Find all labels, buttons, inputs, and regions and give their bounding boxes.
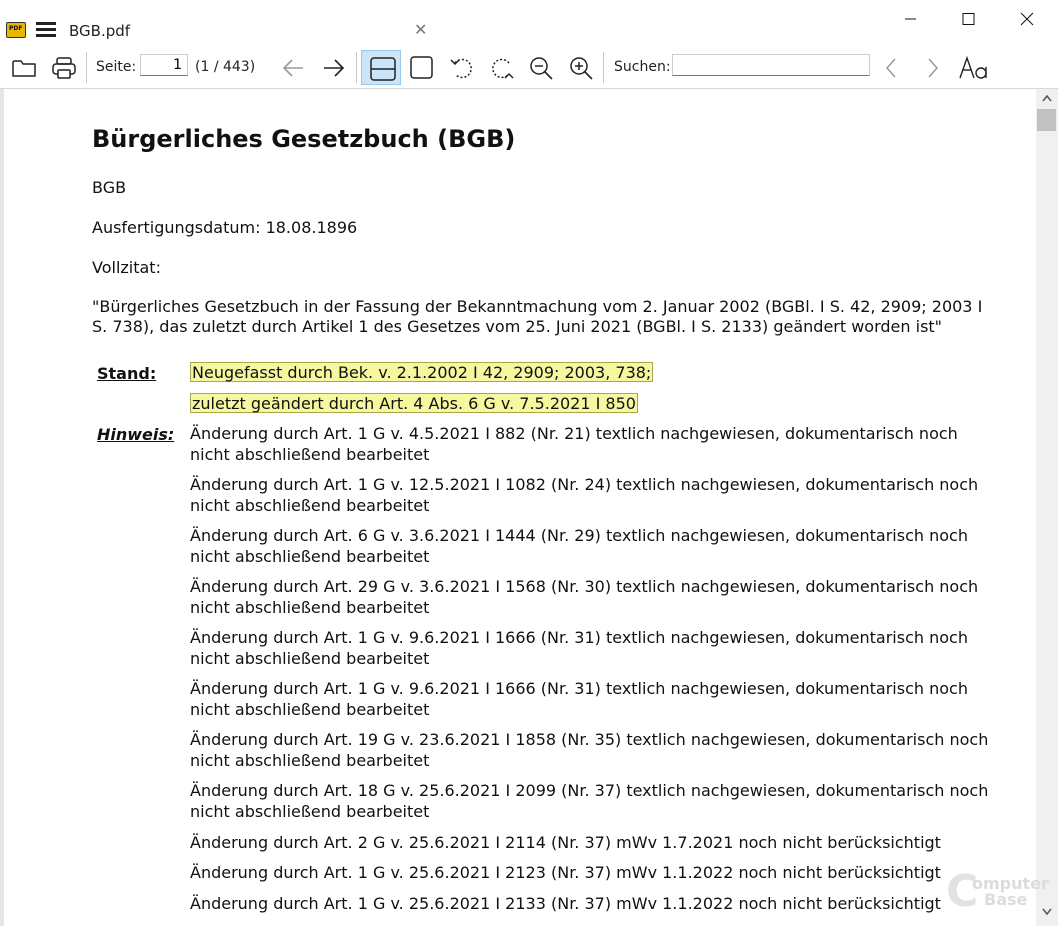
rotate-left-icon: [449, 56, 475, 80]
search-label: Suchen:: [614, 59, 671, 75]
close-window-button[interactable]: [1007, 6, 1047, 32]
fit-width-icon: [370, 57, 396, 81]
zoom-out-button[interactable]: [521, 50, 561, 85]
watermark-line2: Base: [984, 890, 1028, 909]
hinweis-entry: Änderung durch Art. 19 G v. 23.6.2021 I 1858 (Nr. 35) textlich nachgewiesen, dokumentarisch noch nicht abschließend bearbeitet: [190, 730, 989, 770]
watermark-letter: C: [946, 866, 979, 917]
hinweis-entry: Änderung durch Art. 6 G v. 3.6.2021 I 1444 (Nr. 29) textlich nachgewiesen, dokumentarisch noch nicht abschließend bearbeitet: [190, 526, 968, 566]
print-button[interactable]: [43, 50, 83, 85]
document-tab-title[interactable]: BGB.pdf: [69, 22, 131, 40]
chevron-left-icon: [879, 56, 905, 80]
menu-icon[interactable]: [36, 22, 56, 38]
match-case-icon: [959, 56, 989, 80]
toolbar: [0, 48, 1058, 89]
next-page-button[interactable]: [313, 50, 353, 85]
title-bar: [0, 0, 1058, 48]
document-title: Bürgerliches Gesetzbuch (BGB): [92, 125, 516, 153]
arrow-right-icon: [321, 56, 347, 80]
vollzitat-text: "Bürgerliches Gesetzbuch in der Fassung der Bekanntmachung vom 2. Januar 2002 (BGBl. I S. 42, 2909; 2003 I S. 738), das zuletzt durch Artikel 1 des Gesetzes vom 25. Juni 2021 (BGBl. I S. 2133) geändert worden ist": [92, 297, 983, 336]
document-abbreviation: BGB: [92, 178, 127, 197]
hinweis-entry: Änderung durch Art. 18 G v. 25.6.2021 I 2099 (Nr. 37) textlich nachgewiesen, dokumentarisch noch nicht abschließend bearbeitet: [190, 781, 989, 821]
page-count: (1 / 443): [195, 59, 256, 75]
document-date: Ausfertigungsdatum: 18.08.1896: [92, 218, 358, 237]
maximize-button[interactable]: [948, 6, 988, 32]
page-number-input[interactable]: [140, 54, 188, 76]
vollzitat-label: Vollzitat:: [92, 258, 161, 277]
arrow-left-icon: [281, 56, 307, 80]
page-label: Seite:: [96, 59, 137, 75]
hinweis-entry: Änderung durch Art. 1 G v. 9.6.2021 I 1666 (Nr. 31) textlich nachgewiesen, dokumentarisch noch nicht abschließend bearbeitet: [190, 679, 968, 719]
match-case-button[interactable]: [951, 50, 991, 85]
hinweis-entry: Änderung durch Art. 1 G v. 12.5.2021 I 1082 (Nr. 24) textlich nachgewiesen, dokumentarisch noch nicht abschließend bearbeitet: [190, 475, 979, 515]
hinweis-entry: Änderung durch Art. 29 G v. 3.6.2021 I 1568 (Nr. 30) textlich nachgewiesen, dokumentarisch noch nicht abschließend bearbeitet: [190, 577, 979, 617]
zoom-out-icon: [529, 56, 555, 80]
fit-page-icon: [409, 56, 435, 80]
watermark-logo: [946, 866, 1056, 918]
toolbar-separator: [356, 52, 357, 83]
fit-page-button[interactable]: [401, 50, 441, 85]
chevron-right-icon: [919, 56, 945, 80]
hinweis-entry: Änderung durch Art. 1 G v. 9.6.2021 I 1666 (Nr. 31) textlich nachgewiesen, dokumentarisch noch nicht abschließend bearbeitet: [190, 628, 968, 668]
rotate-left-button[interactable]: [441, 50, 481, 85]
stand-line-highlight: zuletzt geändert durch Art. 4 Abs. 6 G v. 7.5.2021 I 850: [192, 394, 636, 413]
open-file-button[interactable]: [3, 50, 43, 85]
scroll-up-icon[interactable]: [1041, 93, 1053, 103]
search-input[interactable]: [672, 54, 870, 76]
tab-close-icon[interactable]: ✕: [414, 20, 428, 39]
stand-line-highlight: Neugefasst durch Bek. v. 2.1.2002 I 42, 2909; 2003, 738;: [192, 363, 652, 382]
fit-width-button[interactable]: [361, 50, 401, 85]
zoom-in-icon: [569, 56, 595, 80]
toolbar-separator: [603, 52, 604, 83]
zoom-in-button[interactable]: [561, 50, 601, 85]
hinweis-entry: Änderung durch Art. 2 G v. 25.6.2021 I 2114 (Nr. 37) mWv 1.7.2021 noch nicht berücksichtigt: [190, 833, 941, 852]
close-icon: [1007, 6, 1047, 32]
hinweis-label: Hinweis:: [97, 425, 175, 444]
scrollbar-thumb[interactable]: [1037, 109, 1056, 131]
document-left-edge: [0, 89, 4, 926]
hinweis-entry: Änderung durch Art. 1 G v. 25.6.2021 I 2133 (Nr. 37) mWv 1.1.2022 noch nicht berücksichtigt: [190, 894, 941, 913]
printer-icon: [51, 56, 77, 80]
previous-page-button[interactable]: [273, 50, 313, 85]
stand-label: Stand:: [97, 364, 157, 383]
search-next-button[interactable]: [911, 50, 951, 85]
toolbar-separator: [86, 52, 87, 83]
rotate-right-button[interactable]: [481, 50, 521, 85]
rotate-right-icon: [489, 56, 515, 80]
search-previous-button[interactable]: [871, 50, 911, 85]
app-logo-icon: [6, 22, 26, 38]
document-view[interactable]: [0, 89, 1036, 926]
maximize-icon: [948, 6, 988, 32]
hinweis-entry: Änderung durch Art. 1 G v. 4.5.2021 I 882 (Nr. 21) textlich nachgewiesen, dokumentarisch noch nicht abschließend bearbeitet: [190, 424, 958, 464]
minimize-button[interactable]: [890, 6, 930, 32]
app-logo-text: PDF: [9, 25, 23, 32]
folder-icon: [11, 56, 37, 80]
hinweis-entry: Änderung durch Art. 1 G v. 25.6.2021 I 2123 (Nr. 37) mWv 1.1.2022 noch nicht berücksichtigt: [190, 863, 941, 882]
watermark-line1: omputer: [972, 874, 1049, 893]
vertical-scrollbar[interactable]: [1036, 89, 1058, 926]
minimize-icon: [890, 6, 930, 32]
